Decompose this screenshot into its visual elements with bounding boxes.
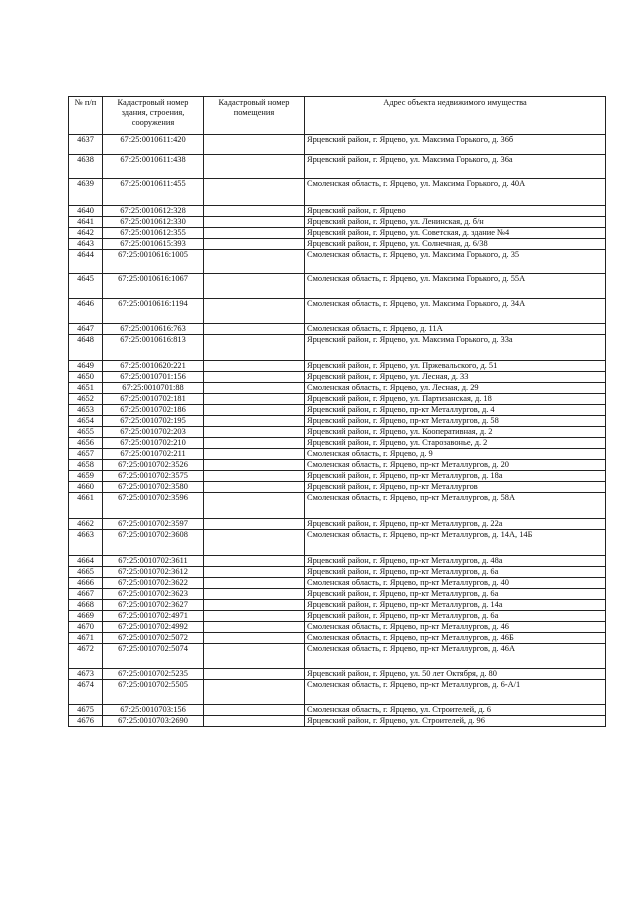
room-cadastral-number <box>204 239 305 250</box>
table-row <box>69 335 606 361</box>
object-address <box>305 589 606 600</box>
row-number: 4640 <box>69 206 103 217</box>
room-cadastral-number <box>204 716 305 727</box>
row-number: 4661 <box>69 493 103 519</box>
row-number: 4652 <box>69 394 103 405</box>
object-address <box>305 449 606 460</box>
object-address <box>305 611 606 622</box>
address-text: Ярцевский район, г. Ярцево, ул. Максима Горького, д. 33а <box>307 335 513 344</box>
object-address <box>305 383 606 394</box>
building-cadastral-number: 67:25:0010702:210 <box>103 438 204 449</box>
object-address <box>305 299 606 324</box>
object-address <box>305 416 606 427</box>
address-text: Ярцевский район, г. Ярцево, ул. Ленинская, д. б/н <box>307 217 484 226</box>
table-row <box>69 556 606 567</box>
address-text: Смоленская область, г. Ярцево, пр-кт Металлургов, д. 46 <box>307 622 509 631</box>
building-cadastral-number: 67:25:0010611:438 <box>103 155 204 179</box>
table-row <box>69 427 606 438</box>
table-row <box>69 622 606 633</box>
row-number: 4668 <box>69 600 103 611</box>
room-cadastral-number <box>204 556 305 567</box>
row-number: 4644 <box>69 250 103 274</box>
room-cadastral-number <box>204 250 305 274</box>
object-address <box>305 405 606 416</box>
row-number: 4672 <box>69 644 103 669</box>
table-row <box>69 179 606 206</box>
object-address <box>305 600 606 611</box>
address-text: Смоленская область, г. Ярцево, пр-кт Металлургов, д. 20 <box>307 460 509 469</box>
address-text: Смоленская область, г. Ярцево, ул. Лесная, д. 29 <box>307 383 479 392</box>
row-number: 4665 <box>69 567 103 578</box>
room-cadastral-number <box>204 519 305 530</box>
table-row <box>69 633 606 644</box>
table-row <box>69 361 606 372</box>
object-address <box>305 239 606 250</box>
room-cadastral-number <box>204 135 305 155</box>
building-cadastral-number: 67:25:0010702:186 <box>103 405 204 416</box>
room-cadastral-number <box>204 438 305 449</box>
address-text: Смоленская область, г. Ярцево, пр-кт Металлургов, д. 46Б <box>307 633 514 642</box>
address-text: Ярцевский район, г. Ярцево, ул. Советская, д. здание №4 <box>307 228 510 237</box>
object-address <box>305 274 606 299</box>
room-cadastral-number <box>204 449 305 460</box>
building-cadastral-number: 67:25:0010702:5505 <box>103 680 204 705</box>
row-number: 4656 <box>69 438 103 449</box>
table-row <box>69 372 606 383</box>
room-cadastral-number <box>204 460 305 471</box>
row-number: 4654 <box>69 416 103 427</box>
row-number: 4674 <box>69 680 103 705</box>
building-cadastral-number: 67:25:0010702:3596 <box>103 493 204 519</box>
row-number: 4657 <box>69 449 103 460</box>
room-cadastral-number <box>204 372 305 383</box>
row-number: 4651 <box>69 383 103 394</box>
row-number: 4663 <box>69 530 103 556</box>
table-header-row <box>69 97 606 135</box>
object-address <box>305 427 606 438</box>
building-cadastral-number: 67:25:0010620:221 <box>103 361 204 372</box>
building-cadastral-number: 67:25:0010702:4971 <box>103 611 204 622</box>
address-text: Ярцевский район, г. Ярцево, ул. Солнечная, д. 6/38 <box>307 239 488 248</box>
row-number: 4642 <box>69 228 103 239</box>
address-text: Смоленская область, г. Ярцево, ул. Максима Горького, д. 40А <box>307 179 526 188</box>
row-number: 4650 <box>69 372 103 383</box>
object-address <box>305 438 606 449</box>
building-cadastral-number: 67:25:0010612:355 <box>103 228 204 239</box>
address-text: Ярцевский район, г. Ярцево, пр-кт Металлургов, д. 6а <box>307 611 499 620</box>
room-cadastral-number <box>204 335 305 361</box>
address-text: Ярцевский район, г. Ярцево, пр-кт Металлургов, д. 4 <box>307 405 495 414</box>
room-cadastral-number <box>204 217 305 228</box>
object-address <box>305 135 606 155</box>
object-address <box>305 716 606 727</box>
room-cadastral-number <box>204 482 305 493</box>
building-cadastral-number: 67:25:0010615:393 <box>103 239 204 250</box>
table-row <box>69 611 606 622</box>
room-cadastral-number <box>204 611 305 622</box>
room-cadastral-number <box>204 622 305 633</box>
room-cadastral-number <box>204 471 305 482</box>
table-row <box>69 716 606 727</box>
row-number: 4643 <box>69 239 103 250</box>
object-address <box>305 556 606 567</box>
table-row <box>69 416 606 427</box>
building-cadastral-number: 67:25:0010702:3597 <box>103 519 204 530</box>
room-cadastral-number <box>204 394 305 405</box>
building-cadastral-number: 67:25:0010611:420 <box>103 135 204 155</box>
room-cadastral-number <box>204 228 305 239</box>
object-address <box>305 394 606 405</box>
room-cadastral-number <box>204 405 305 416</box>
row-number: 4671 <box>69 633 103 644</box>
table-row <box>69 135 606 155</box>
address-text: Ярцевский район, г. Ярцево, ул. Кооперативная, д. 2 <box>307 427 493 436</box>
room-cadastral-number <box>204 589 305 600</box>
object-address <box>305 669 606 680</box>
table-row <box>69 460 606 471</box>
table-row <box>69 217 606 228</box>
room-cadastral-number <box>204 427 305 438</box>
building-cadastral-number: 67:25:0010701:156 <box>103 372 204 383</box>
address-text: Смоленская область, г. Ярцево, пр-кт Металлургов, д. 40 <box>307 578 509 587</box>
object-address <box>305 228 606 239</box>
building-cadastral-number: 67:25:0010616:813 <box>103 335 204 361</box>
table-row <box>69 680 606 705</box>
building-cadastral-number: 67:25:0010702:195 <box>103 416 204 427</box>
room-cadastral-number <box>204 274 305 299</box>
row-number: 4670 <box>69 622 103 633</box>
row-number: 4648 <box>69 335 103 361</box>
table-row <box>69 228 606 239</box>
row-number: 4662 <box>69 519 103 530</box>
room-cadastral-number <box>204 361 305 372</box>
table-row <box>69 405 606 416</box>
row-number: 4664 <box>69 556 103 567</box>
building-cadastral-number: 67:25:0010702:203 <box>103 427 204 438</box>
table-row <box>69 530 606 556</box>
address-text: Ярцевский район, г. Ярцево, ул. Лесная, д. 33 <box>307 372 469 381</box>
address-text: Ярцевский район, г. Ярцево, пр-кт Металлургов <box>307 482 478 491</box>
object-address <box>305 680 606 705</box>
object-address <box>305 471 606 482</box>
table-row <box>69 438 606 449</box>
room-cadastral-number <box>204 206 305 217</box>
building-cadastral-number: 67:25:0010702:3622 <box>103 578 204 589</box>
object-address <box>305 335 606 361</box>
address-text: Ярцевский район, г. Ярцево, пр-кт Металлургов, д. 22а <box>307 519 503 528</box>
building-cadastral-number: 67:25:0010701:88 <box>103 383 204 394</box>
room-cadastral-number <box>204 299 305 324</box>
address-text: Ярцевский район, г. Ярцево, ул. Максима Горького, д. 36а <box>307 155 513 164</box>
object-address <box>305 206 606 217</box>
building-cadastral-number: 67:25:0010702:3612 <box>103 567 204 578</box>
room-cadastral-number <box>204 669 305 680</box>
room-cadastral-number <box>204 567 305 578</box>
address-text: Ярцевский район, г. Ярцево <box>307 206 406 215</box>
building-cadastral-number: 67:25:0010702:3608 <box>103 530 204 556</box>
object-address <box>305 179 606 206</box>
address-text: Смоленская область, г. Ярцево, пр-кт Металлургов, д. 6-А/1 <box>307 680 521 689</box>
room-cadastral-number <box>204 633 305 644</box>
address-text: Ярцевский район, г. Ярцево, ул. Старозавонье, д. 2 <box>307 438 488 447</box>
room-cadastral-number <box>204 493 305 519</box>
address-text: Ярцевский район, г. Ярцево, ул. Строителей, д. 96 <box>307 716 485 725</box>
building-cadastral-number: 67:25:0010702:211 <box>103 449 204 460</box>
address-text: Ярцевский район, г. Ярцево, пр-кт Металлургов, д. 6а <box>307 589 499 598</box>
row-number: 4653 <box>69 405 103 416</box>
table-row <box>69 589 606 600</box>
address-text: Ярцевский район, г. Ярцево, ул. Партизанская, д. 18 <box>307 394 492 403</box>
object-address <box>305 155 606 179</box>
table-row <box>69 239 606 250</box>
address-text: Ярцевский район, г. Ярцево, пр-кт Металлургов, д. 48а <box>307 556 503 565</box>
table-row <box>69 519 606 530</box>
row-number: 4645 <box>69 274 103 299</box>
header-address: Адрес объекта недвижимого имущества <box>305 97 606 135</box>
building-cadastral-number: 67:25:0010611:455 <box>103 179 204 206</box>
property-register-table <box>68 96 606 727</box>
row-number: 4658 <box>69 460 103 471</box>
header-building-cadastral: Кадастровый номер здания, строения, сооружения <box>103 97 204 135</box>
building-cadastral-number: 67:25:0010702:5074 <box>103 644 204 669</box>
room-cadastral-number <box>204 600 305 611</box>
building-cadastral-number: 67:25:0010612:330 <box>103 217 204 228</box>
building-cadastral-number: 67:25:0010702:3611 <box>103 556 204 567</box>
object-address <box>305 578 606 589</box>
object-address <box>305 217 606 228</box>
object-address <box>305 482 606 493</box>
table-row <box>69 250 606 274</box>
table-row <box>69 394 606 405</box>
row-number: 4649 <box>69 361 103 372</box>
object-address <box>305 250 606 274</box>
address-text: Смоленская область, г. Ярцево, пр-кт Металлургов, д. 58А <box>307 493 516 502</box>
table-row <box>69 493 606 519</box>
object-address <box>305 324 606 335</box>
building-cadastral-number: 67:25:0010702:5235 <box>103 669 204 680</box>
address-text: Ярцевский район, г. Ярцево, ул. Пржевальского, д. 51 <box>307 361 498 370</box>
table-row <box>69 206 606 217</box>
header-number: № п/п <box>69 97 103 135</box>
address-text: Ярцевский район, г. Ярцево, пр-кт Металлургов, д. 58 <box>307 416 499 425</box>
row-number: 4667 <box>69 589 103 600</box>
address-text: Смоленская область, г. Ярцево, ул. Максима Горького, д. 34А <box>307 299 526 308</box>
address-text: Смоленская область, г. Ярцево, пр-кт Металлургов, д. 46А <box>307 644 516 653</box>
building-cadastral-number: 67:25:0010616:763 <box>103 324 204 335</box>
room-cadastral-number <box>204 324 305 335</box>
row-number: 4639 <box>69 179 103 206</box>
room-cadastral-number <box>204 705 305 716</box>
row-number: 4646 <box>69 299 103 324</box>
table-row <box>69 274 606 299</box>
table-row <box>69 155 606 179</box>
row-number: 4641 <box>69 217 103 228</box>
room-cadastral-number <box>204 644 305 669</box>
row-number: 4637 <box>69 135 103 155</box>
row-number: 4638 <box>69 155 103 179</box>
building-cadastral-number: 67:25:0010702:5072 <box>103 633 204 644</box>
header-room-cadastral: Кадастровый номер помещения <box>204 97 305 135</box>
object-address <box>305 644 606 669</box>
table-row <box>69 324 606 335</box>
address-text: Ярцевский район, г. Ярцево, ул. 50 лет Октября, д. 80 <box>307 669 497 678</box>
row-number: 4673 <box>69 669 103 680</box>
room-cadastral-number <box>204 179 305 206</box>
row-number: 4676 <box>69 716 103 727</box>
table-row <box>69 449 606 460</box>
address-text: Ярцевский район, г. Ярцево, ул. Максима Горького, д. 36б <box>307 135 514 144</box>
address-text: Смоленская область, г. Ярцево, д. 9 <box>307 449 433 458</box>
address-text: Ярцевский район, г. Ярцево, пр-кт Металлургов, д. 18а <box>307 471 503 480</box>
room-cadastral-number <box>204 155 305 179</box>
address-text: Смоленская область, г. Ярцево, ул. Строителей, д. 6 <box>307 705 491 714</box>
address-text: Смоленская область, г. Ярцево, пр-кт Металлургов, д. 14А, 14Б <box>307 530 533 539</box>
object-address <box>305 460 606 471</box>
row-number: 4660 <box>69 482 103 493</box>
object-address <box>305 705 606 716</box>
object-address <box>305 361 606 372</box>
room-cadastral-number <box>204 680 305 705</box>
room-cadastral-number <box>204 578 305 589</box>
row-number: 4669 <box>69 611 103 622</box>
row-number: 4675 <box>69 705 103 716</box>
room-cadastral-number <box>204 383 305 394</box>
table-row <box>69 299 606 324</box>
building-cadastral-number: 67:25:0010702:3623 <box>103 589 204 600</box>
building-cadastral-number: 67:25:0010616:1005 <box>103 250 204 274</box>
building-cadastral-number: 67:25:0010703:156 <box>103 705 204 716</box>
object-address <box>305 633 606 644</box>
row-number: 4659 <box>69 471 103 482</box>
row-number: 4666 <box>69 578 103 589</box>
table-row <box>69 567 606 578</box>
row-number: 4647 <box>69 324 103 335</box>
room-cadastral-number <box>204 530 305 556</box>
table-row <box>69 578 606 589</box>
object-address <box>305 372 606 383</box>
object-address <box>305 530 606 556</box>
object-address <box>305 567 606 578</box>
building-cadastral-number: 67:25:0010702:3627 <box>103 600 204 611</box>
building-cadastral-number: 67:25:0010702:181 <box>103 394 204 405</box>
building-cadastral-number: 67:25:0010612:328 <box>103 206 204 217</box>
building-cadastral-number: 67:25:0010616:1067 <box>103 274 204 299</box>
table-row <box>69 471 606 482</box>
address-text: Смоленская область, г. Ярцево, д. 11А <box>307 324 443 333</box>
object-address <box>305 622 606 633</box>
table-row <box>69 600 606 611</box>
table-row <box>69 669 606 680</box>
building-cadastral-number: 67:25:0010703:2690 <box>103 716 204 727</box>
table-row <box>69 644 606 669</box>
building-cadastral-number: 67:25:0010702:3526 <box>103 460 204 471</box>
object-address <box>305 493 606 519</box>
building-cadastral-number: 67:25:0010702:3580 <box>103 482 204 493</box>
address-text: Смоленская область, г. Ярцево, ул. Максима Горького, д. 35 <box>307 250 520 259</box>
room-cadastral-number <box>204 416 305 427</box>
address-text: Ярцевский район, г. Ярцево, пр-кт Металлургов, д. 14а <box>307 600 503 609</box>
address-text: Смоленская область, г. Ярцево, ул. Максима Горького, д. 55А <box>307 274 526 283</box>
row-number: 4655 <box>69 427 103 438</box>
table-row <box>69 383 606 394</box>
table-body <box>69 135 606 727</box>
address-text: Ярцевский район, г. Ярцево, пр-кт Металлургов, д. 6а <box>307 567 499 576</box>
table-row <box>69 482 606 493</box>
building-cadastral-number: 67:25:0010616:1194 <box>103 299 204 324</box>
object-address <box>305 519 606 530</box>
building-cadastral-number: 67:25:0010702:3575 <box>103 471 204 482</box>
building-cadastral-number: 67:25:0010702:4992 <box>103 622 204 633</box>
table-row <box>69 705 606 716</box>
